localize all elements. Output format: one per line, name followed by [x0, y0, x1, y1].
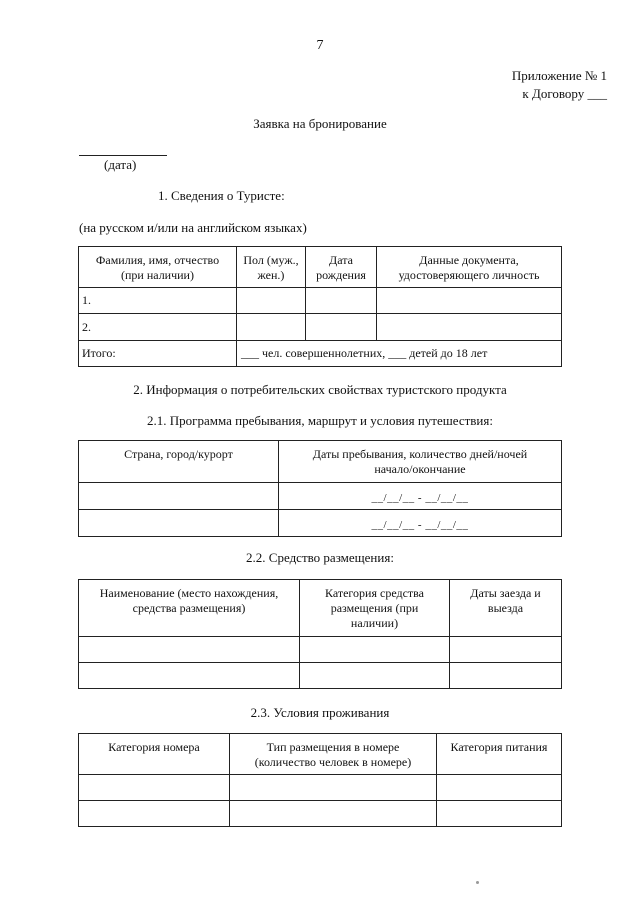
- cell-id-document[interactable]: [377, 288, 562, 314]
- cell-birthdate[interactable]: [306, 288, 377, 314]
- col-fullname: Фамилия, имя, отчество (при наличии): [79, 247, 237, 288]
- cell-date-template[interactable]: __/__/__ - __/__/__: [279, 483, 562, 510]
- cell-meal-plan[interactable]: [437, 801, 562, 827]
- col-meal-plan: Категория питания: [437, 734, 562, 775]
- cell-room-type[interactable]: [230, 801, 437, 827]
- section2-heading: 2. Информация о потребительских свойствах туристского продукта: [133, 382, 507, 397]
- cell-birthdate[interactable]: [306, 314, 377, 341]
- row-number: 1.: [79, 288, 237, 314]
- col-room-category: Категория номера: [79, 734, 230, 775]
- tourist-table: [78, 246, 562, 367]
- row-number: 2.: [79, 314, 237, 341]
- col-birthdate: Дата рождения: [306, 247, 377, 288]
- cell-room-category[interactable]: [79, 775, 230, 801]
- living-conditions-table: [78, 733, 562, 827]
- cell-room-type[interactable]: [230, 775, 437, 801]
- cell-destination[interactable]: [79, 510, 279, 537]
- section2-3-heading: 2.3. Условия проживания: [250, 705, 390, 720]
- col-hotel-name: Наименование (место нахождения, средства размещения): [79, 580, 300, 637]
- table-row: [79, 775, 562, 801]
- total-text: ___ чел. совершеннолетних, ___ детей до 18 лет: [237, 341, 562, 367]
- col-gender: Пол (муж., жен.): [237, 247, 306, 288]
- col-id-document: Данные документа, удостоверяющего личность: [377, 247, 562, 288]
- table-row: [79, 801, 562, 827]
- cell-meal-plan[interactable]: [437, 775, 562, 801]
- date-label: (дата): [104, 157, 137, 172]
- document-title: Заявка на бронирование: [253, 116, 387, 131]
- accommodation-table: [78, 579, 562, 689]
- itinerary-table: [78, 440, 562, 537]
- section1-note: (на русском и/или на английском языках): [79, 220, 307, 235]
- cell-hotel-category[interactable]: [300, 637, 450, 663]
- annex-line-1: Приложение № 1: [511, 68, 607, 83]
- col-stay-dates: Даты пребывания, количество дней/ночей начало/окончание: [279, 441, 562, 483]
- cell-id-document[interactable]: [377, 314, 562, 341]
- cell-hotel-name[interactable]: [79, 663, 300, 689]
- table-row: [79, 288, 562, 314]
- scan-artifact: [476, 881, 479, 884]
- total-row: [79, 341, 562, 367]
- annex-line-2: к Договору ___: [522, 86, 607, 101]
- col-destination: Страна, город/курорт: [79, 441, 279, 483]
- col-hotel-category: Категория средства размещения (при наличии): [300, 580, 450, 637]
- cell-hotel-category[interactable]: [300, 663, 450, 689]
- cell-gender[interactable]: [237, 314, 306, 341]
- table-row: [79, 663, 562, 689]
- table-row: [79, 483, 562, 510]
- col-room-type: Тип размещения в номере (количество человек в номере): [230, 734, 437, 775]
- table-row: [79, 637, 562, 663]
- cell-room-category[interactable]: [79, 801, 230, 827]
- cell-checkin-dates[interactable]: [450, 663, 562, 689]
- cell-gender[interactable]: [237, 288, 306, 314]
- annex-reference: [512, 67, 607, 103]
- cell-checkin-dates[interactable]: [450, 637, 562, 663]
- total-label: Итого:: [79, 341, 237, 367]
- table-row: [79, 314, 562, 341]
- page-number: 7: [316, 38, 324, 53]
- date-line[interactable]: [79, 155, 167, 156]
- section2-1-heading: 2.1. Программа пребывания, маршрут и условия путешествия:: [147, 413, 493, 428]
- col-checkin-dates: Даты заезда и выезда: [450, 580, 562, 637]
- cell-destination[interactable]: [79, 483, 279, 510]
- cell-date-template[interactable]: __/__/__ - __/__/__: [279, 510, 562, 537]
- cell-hotel-name[interactable]: [79, 637, 300, 663]
- section2-2-heading: 2.2. Средство размещения:: [246, 550, 394, 565]
- table-row: [79, 510, 562, 537]
- section1-heading: 1. Сведения о Туристе:: [158, 188, 285, 203]
